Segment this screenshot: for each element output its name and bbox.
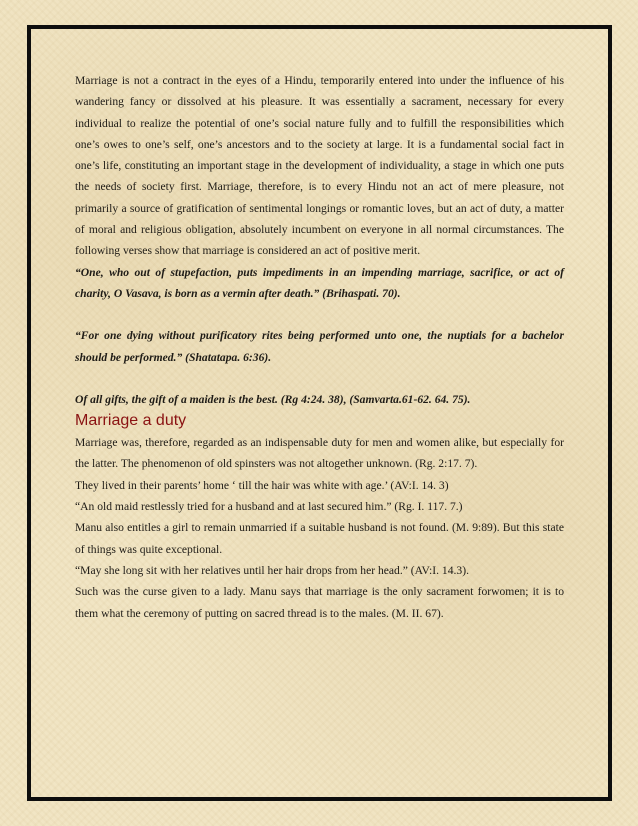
spacer [75,304,564,325]
section-paragraph: Marriage was, therefore, regarded as an indispensable duty for men and women alike, but especially for the latter. The phenomenon of old spinsters was not altogether unknown. (Rg. 2:17. 7). [75,436,564,471]
section-paragraph: Manu also entitles a girl to remain unmarried if a suitable husband is not found. (M. 9:89). But this state of things was quite exceptional. [75,521,564,556]
spacer [75,368,564,389]
page-content [75,70,564,624]
intro-paragraph: Marriage is not a contract in the eyes of a Hindu, temporarily entered into under the influence of his wandering fancy or dissolved at his pleasure. It was essentially a sacrament, necessary for every individual to realize the potential of one’s social nature fully and to fulfill the responsibilities which one’s owes to one’s self, one’s ancestors and to the society at large. It is a fundamental social fact in one’s life, constituting an important stage in the development of individuality, a stage in which one puts the needs of society first. Marriage, therefore, is to every Hindu not an act of mere pleasure, not primarily a source of gratification of sentimental longings or romantic loves, but an act of duty, a matter of moral and religious obligation, absolutely incumbent on everyone in all normal circumstances. The following verses show that marriage is considered an act of positive merit. [75,74,564,258]
quote-brihaspati: “One, who out of stupefaction, puts impediments in an impending marriage, sacrifice, or act of charity, O Vasava, is born as a vermin after death.” (Brihaspati. 70). [75,265,564,300]
quote-samvarta: Of all gifts, the gift of a maiden is the best. (Rg 4:24. 38), (Samvarta.61-62. 64. 75). [75,392,471,406]
quote-shatatapa: “For one dying without purificatory rites being performed unto one, the nuptials for a bachelor should be performed.” (Shatatapa. 6:36). [75,329,564,364]
section-paragraph: “An old maid restlessly tried for a husband and at last secured him.” (Rg. I. 117. 7.) [75,500,463,514]
section-paragraph: Such was the curse given to a lady. Manu says that marriage is the only sacrament forwomen; it is to them what the ceremony of putting on sacred thread is to the males. (M. II. 67). [75,585,564,620]
section-heading: Marriage a duty [75,412,187,430]
section-paragraph: They lived in their parents’ home ‘ till the hair was white with age.’ (AV:I. 14. 3) [75,478,449,492]
section-paragraph: “May she long sit with her relatives until her hair drops from her head.” (AV:I. 14.3). [75,563,469,577]
